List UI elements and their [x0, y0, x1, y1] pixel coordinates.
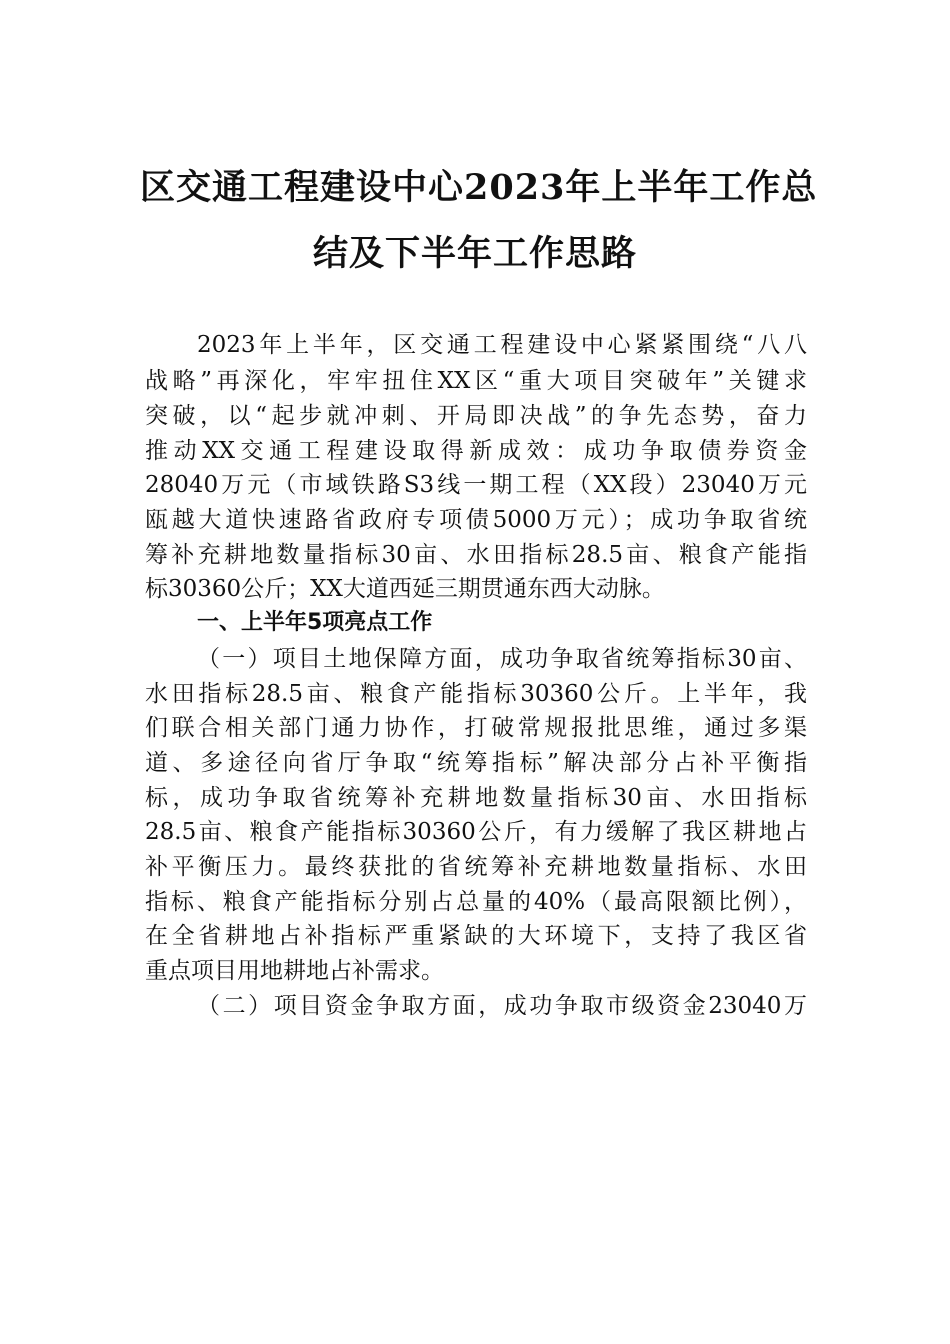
- intro-line: 战略”再深化，牢牢扭住XX区“重大项目突破年”关键求: [145, 368, 807, 394]
- item-1-line: 指标、粮食产能指标分别占总量的40%（最高限额比例），: [145, 889, 807, 915]
- document-title-line-2: 结及下半年工作思路: [312, 233, 637, 274]
- document-title-line-1: 区交通工程建设中心2023年上半年工作总: [140, 167, 818, 208]
- item-1-line: 道、多途径向省厅争取“统筹指标”解决部分占补平衡指: [145, 750, 807, 776]
- section-heading: 一、上半年5项亮点工作: [197, 610, 433, 635]
- intro-line: 突破，以“起步就冲刺、开局即决战”的争先态势，奋力: [145, 403, 807, 429]
- intro-line: 标30360公斤；XX大道西延三期贯通东西大动脉。: [145, 576, 665, 602]
- intro-line: 推动XX交通工程建设取得新成效：成功争取债券资金: [145, 438, 807, 464]
- item-2-line: （二）项目资金争取方面，成功争取市级资金23040万: [197, 993, 807, 1019]
- item-1-line: （一）项目土地保障方面，成功争取省统筹指标30亩、: [197, 646, 807, 672]
- item-1-line: 重点项目用地耕地占补需求。: [145, 958, 444, 984]
- intro-line: 28040万元（市域铁路S3线一期工程（XX段）23040万元: [145, 472, 807, 498]
- intro-line: 瓯越大道快速路省政府专项债5000万元）；成功争取省统: [145, 507, 807, 533]
- intro-line: 2023年上半年，区交通工程建设中心紧紧围绕“八八: [197, 332, 807, 358]
- item-1-line: 标，成功争取省统筹补充耕地数量指标30亩、水田指标: [145, 785, 807, 811]
- item-1-line: 水田指标28.5亩、粮食产能指标30360公斤。上半年，我: [145, 681, 807, 707]
- item-1-line: 28.5亩、粮食产能指标30360公斤，有力缓解了我区耕地占: [145, 819, 807, 845]
- intro-line: 筹补充耕地数量指标30亩、水田指标28.5亩、粮食产能指: [145, 542, 807, 568]
- item-1-line: 在全省耕地占补指标严重紧缺的大环境下，支持了我区省: [145, 923, 807, 949]
- item-1-line: 们联合相关部门通力协作，打破常规报批思维，通过多渠: [145, 715, 807, 741]
- item-1-line: 补平衡压力。最终获批的省统筹补充耕地数量指标、水田: [145, 854, 807, 880]
